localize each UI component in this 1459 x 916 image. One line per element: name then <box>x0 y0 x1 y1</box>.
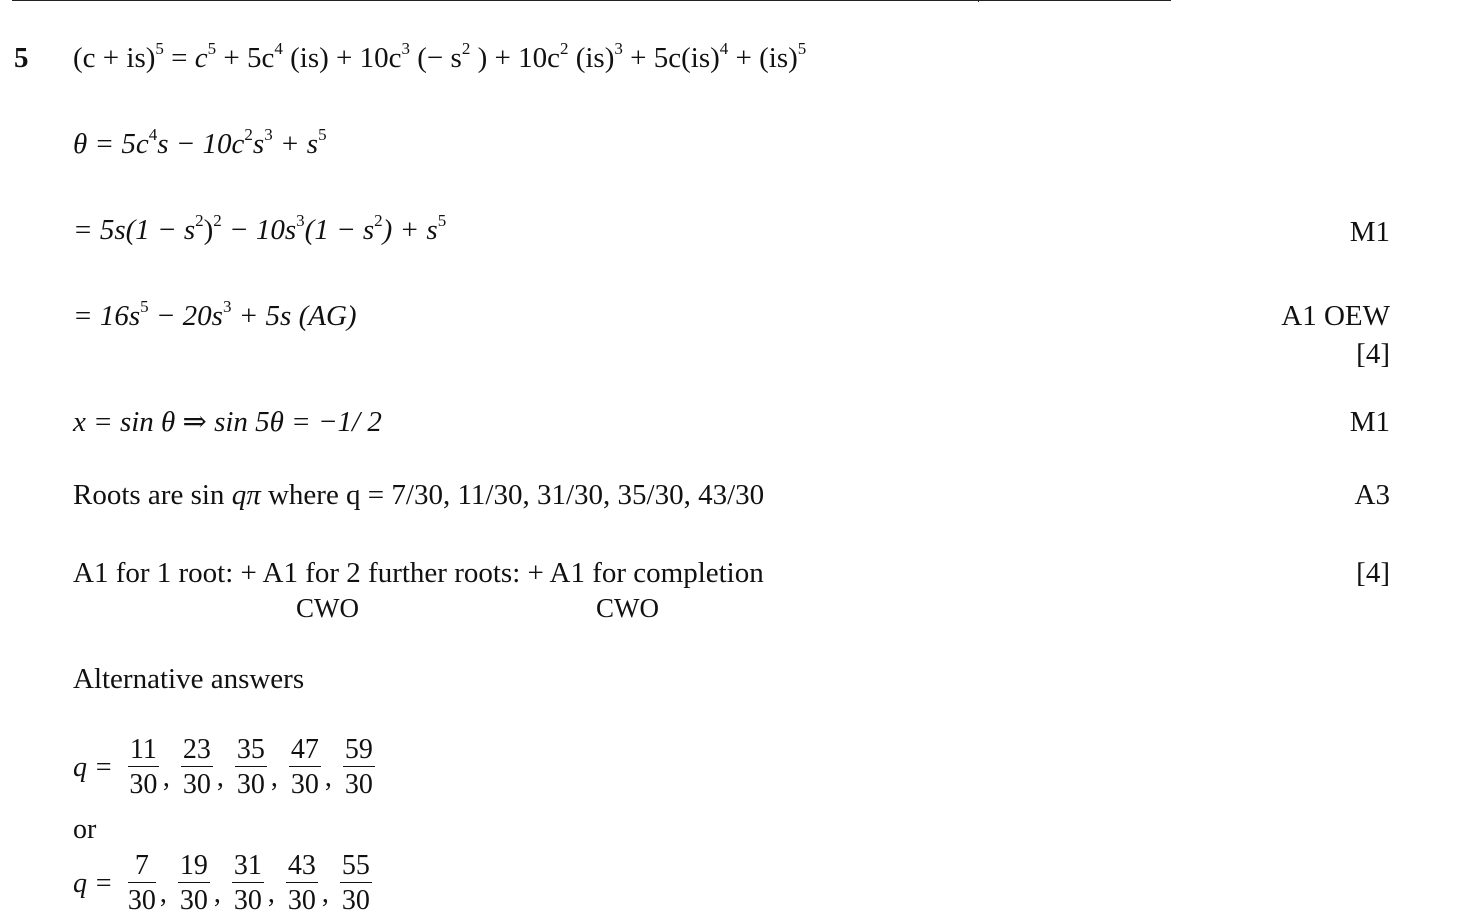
theta-power: 2 <box>244 125 253 144</box>
numerator: 55 <box>341 850 370 881</box>
substitution-power: 5 <box>437 211 447 230</box>
expansion-term: c <box>194 42 208 74</box>
substitution-power: 2 <box>213 211 222 230</box>
numerator: 59 <box>344 734 373 765</box>
substitution-text: (1 − s <box>304 214 375 246</box>
denominator: 30 <box>182 769 211 800</box>
result-line <box>73 297 357 332</box>
numerator: 11 <box>129 734 157 765</box>
mark-m1-substitution: M1 <box>1349 216 1390 248</box>
numerator: 35 <box>236 734 265 765</box>
result-power: 5 <box>140 297 149 316</box>
alternative-heading: Alternative answers <box>73 663 305 695</box>
mark-m1-sin: M1 <box>1349 406 1390 438</box>
result-text: − 20s <box>148 300 223 332</box>
result-text: = 16s <box>73 300 141 332</box>
equals-sign: = <box>171 42 195 74</box>
comma: , <box>216 761 224 793</box>
theta-line <box>73 125 327 160</box>
mark-a1-oew: A1 OEW <box>1281 300 1390 332</box>
denominator: 30 <box>129 769 158 800</box>
comma: , <box>213 877 221 909</box>
expansion-term-power: 4 <box>274 39 283 58</box>
expansion-term: + 5c <box>223 42 275 74</box>
question-number: 5 <box>14 42 29 74</box>
expansion-term: (is) + 10c <box>290 42 402 74</box>
expansion-term: (− s <box>417 42 462 74</box>
expansion-term-power: 2 <box>559 39 569 58</box>
numerator: 23 <box>182 734 211 765</box>
expansion-term-power: 3 <box>614 39 623 58</box>
comma: , <box>324 761 332 793</box>
expansion-term-power: 3 <box>401 39 410 58</box>
substitution-text: = 5s(1 − s <box>73 214 196 246</box>
scheme-line: A1 for 1 root: + A1 for 2 further roots: + A1 for completion <box>73 557 764 589</box>
cwo-label-2: CWO <box>596 593 659 623</box>
numerator: 47 <box>290 734 319 765</box>
expansion-term: + (is) <box>735 42 798 74</box>
expansion-term: ) + 10c <box>477 42 560 74</box>
numerator: 19 <box>179 850 208 881</box>
substitution-text: ) + s <box>382 214 438 246</box>
substitution-line <box>73 211 447 246</box>
substitution-power: 2 <box>195 211 204 230</box>
theta-text: θ = 5c <box>73 128 149 160</box>
expansion-term-power: 2 <box>461 39 471 58</box>
result-text: + 5s (AG) <box>231 300 357 332</box>
q-label: q = <box>73 867 113 899</box>
substitution-text: − 10s <box>221 214 297 246</box>
roots-q-pi: qπ <box>231 479 261 511</box>
top-rule <box>12 0 1171 1</box>
theta-text: + s <box>272 128 319 160</box>
comma: , <box>270 761 278 793</box>
substitution-text: ) <box>203 214 214 246</box>
fraction <box>232 852 264 915</box>
alternative-set-2 <box>73 852 376 915</box>
roots-text: Roots are sin <box>73 479 232 511</box>
substitution-power: 2 <box>374 211 383 230</box>
expansion-term-power: 5 <box>207 39 217 58</box>
result-power: 3 <box>222 297 232 316</box>
denominator: 30 <box>179 885 208 916</box>
subtotal-mark: [4] <box>1356 338 1390 370</box>
comma: , <box>162 761 170 793</box>
denominator: 30 <box>344 769 373 800</box>
substitution-power: 3 <box>296 211 305 230</box>
top-rule-tick <box>978 0 979 2</box>
fraction <box>128 852 156 915</box>
denominator: 30 <box>290 769 319 800</box>
denominator: 30 <box>233 885 262 916</box>
expansion-lhs-power: 5 <box>155 39 164 58</box>
theta-power: 5 <box>318 125 327 144</box>
sin-text: x = sin θ ⇒ sin 5θ = −1/ 2 <box>73 406 382 438</box>
comma: , <box>159 877 167 909</box>
roots-values: where q = 7/30, 11/30, 31/30, 35/30, 43/30 <box>260 479 765 511</box>
theta-power: 3 <box>264 125 273 144</box>
theta-text: s <box>252 128 265 160</box>
expansion-term-power: 4 <box>719 39 729 58</box>
denominator: 30 <box>341 885 370 916</box>
comma: , <box>321 877 329 909</box>
total-mark: [4] <box>1356 557 1390 589</box>
fraction <box>181 736 213 799</box>
theta-power: 4 <box>148 125 158 144</box>
denominator: 30 <box>127 885 156 916</box>
fraction <box>289 736 321 799</box>
sin-line <box>73 408 382 437</box>
fraction <box>178 852 210 915</box>
fraction <box>343 736 375 799</box>
expansion-term-power: 5 <box>797 39 807 58</box>
numerator: 7 <box>128 852 156 883</box>
numerator: 31 <box>233 850 262 881</box>
fraction <box>235 736 267 799</box>
expansion-term: + 5c(is) <box>630 42 720 74</box>
expansion-term: (is) <box>575 42 615 74</box>
alternative-set-1 <box>73 736 379 799</box>
roots-line <box>73 481 764 510</box>
comma: , <box>267 877 275 909</box>
q-label: q = <box>73 751 113 783</box>
theta-text: s − 10c <box>157 128 245 160</box>
denominator: 30 <box>236 769 265 800</box>
fraction <box>128 736 159 799</box>
or-text: or <box>73 814 97 845</box>
fraction <box>286 852 318 915</box>
expansion-line <box>73 39 807 74</box>
denominator: 30 <box>287 885 316 916</box>
fraction <box>340 852 372 915</box>
mark-a3: A3 <box>1354 479 1390 511</box>
expansion-lhs: (c + is) <box>73 42 156 74</box>
cwo-label-1: CWO <box>296 593 359 623</box>
numerator: 43 <box>287 850 316 881</box>
